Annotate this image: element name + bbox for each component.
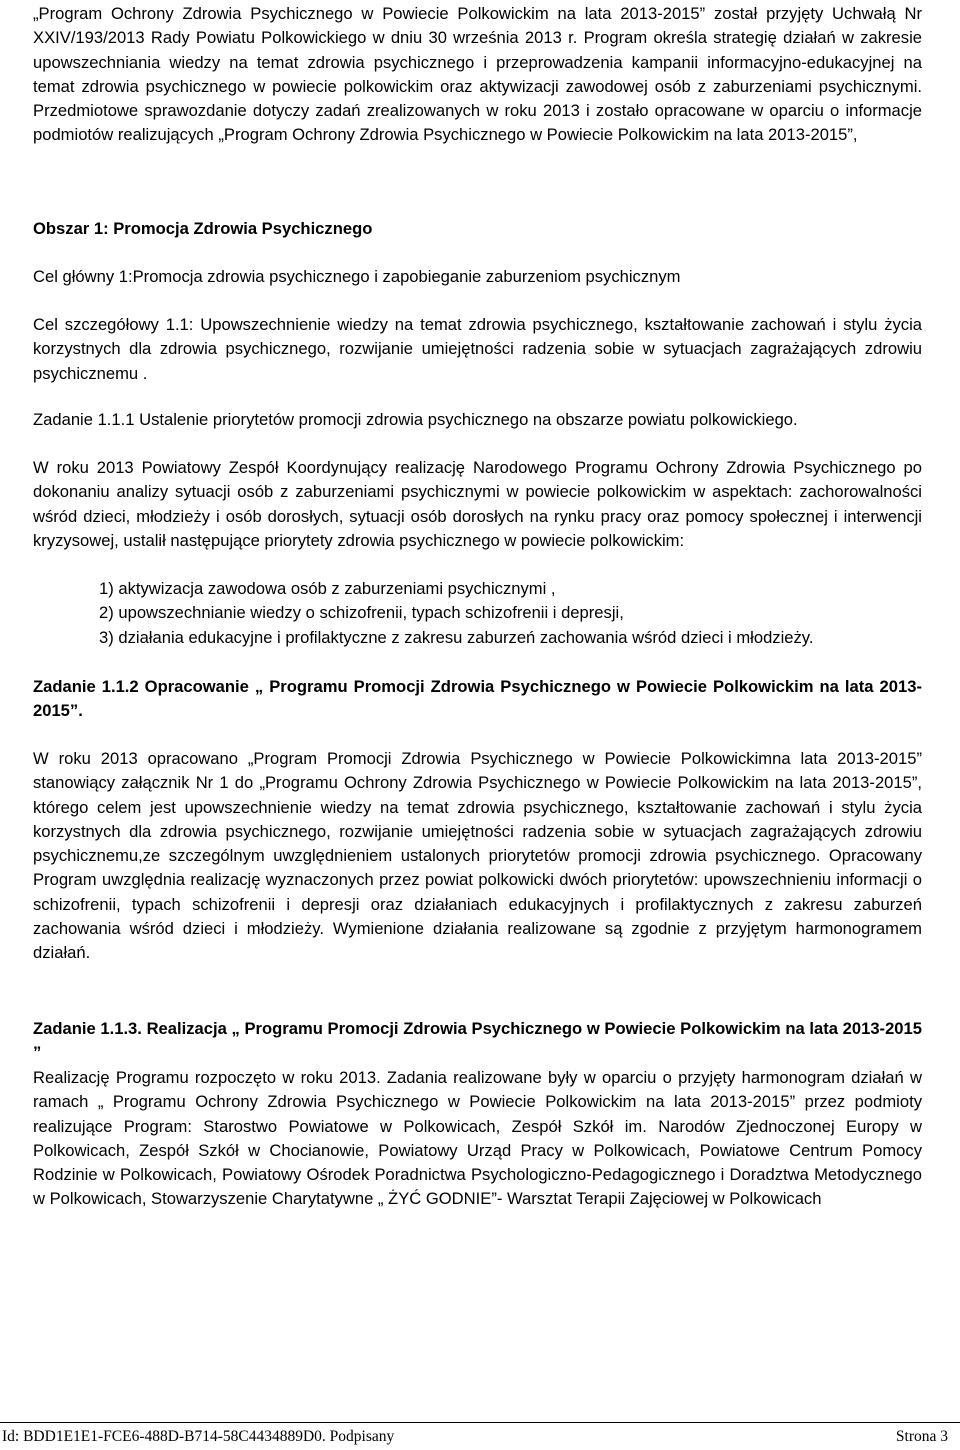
list-item: 2) upowszechnianie wiedzy o schizofrenii, typach schizofrenii i depresji, (99, 603, 624, 623)
list-item: 1) aktywizacja zawodowa osób z zaburzeniami psychicznymi , (99, 579, 556, 598)
document-id: Id: BDD1E1E1-FCE6-488D-B714-58C4434889D0. Podpisany (2, 1428, 395, 1445)
main-goal: Cel główny 1:Promocja zdrowia psychicznego i zapobieganie zaburzeniom psychicznym (33, 267, 681, 286)
priorities-list (33, 577, 922, 650)
intro-paragraph: „Program Ochrony Zdrowia Psychicznego w Powiecie Polkowickim na lata 2013-2015” został przyjęty Uchwałą Nr XXIV/193/2013 Rady Powiatu Polkowickiego w dniu 30 września 2013 r. Program określa strategię działań w zakresie upowszechniania wiedzy na temat zdrowia psychicznego i przeprowadzenia kampanii informacyjno-edukacyjnej na temat zdrowia psychicznego w powiecie polkowickim oraz aktywizacji zawodowej osób z zaburzeniami psychicznymi. Przedmiotowe sprawozdanie dotyczy zadań zrealizowanych w roku 2013 i zostało opracowane w oparciu o informacje podmiotów realizujących „Program Ochrony Zdrowia Psychicznego w Powiecie Polkowickim na lata 2013-2015”, (33, 4, 922, 145)
task-1-1-3-body: Realizację Programu rozpoczęto w roku 2013. Zadania realizowane były w oparciu o przyjęty harmonogram działań w ramach „ Programu Ochrony Zdrowia Psychicznego w Powiecie Polkowickim na lata 2013-2015” przez podmioty realizujące Program: Starostwo Powiatowe w Polkowicach, Zespół Szkół im. Narodów Zjednoczonej Europy w Polkowicach, Zespół Szkół w Chocianowie, Powiatowy Urząd Pracy w Polkowicach, Powiatowe Centrum Pomocy Rodzinie w Polkowicach, Powiatowy Ośrodek Poradnictwa Psychologiczno-Pedagogicznego i Doradztwa Metodycznego w Polkowicach, Stowarzyszenie Charytatywne „ ŻYĆ GODNIE”- Warsztat Terapii Zajęciowej w Polkowicach (33, 1068, 922, 1209)
task-1-1-2-body: W roku 2013 opracowano „Program Promocji Zdrowia Psychicznego w Powiecie Polkowickimna lata 2013-2015” stanowiący załącznik Nr 1 do „Programu Ochrony Zdrowia Psychicznego w Powiecie Polkowickim na lata 2013-2015”, którego celem jest upowszechnienie wiedzy na temat zdrowia psychicznego, kształtowanie zachowań i stylu życia korzystnych dla zdrowia psychicznego, rozwijanie umiejętności radzenia sobie w sytuacjach zagrażających zdrowiu psychicznemu,ze szczególnym uwzględnieniem ustalonych priorytetów promocji zdrowia psychicznego. Opracowany Program uwzględnia realizację wyznaczonych przez powiat polkowicki dwóch priorytetów: upowszechnieniu informacji o schizofrenii, typach schizofrenii i depresji oraz działaniach edukacyjnych i profilaktycznych z zakresu zaburzeń zachowania wśród dzieci i młodzieży. Wymienione działania realizowane są zgodnie z przyjętym harmonogramem działań. (33, 749, 922, 963)
list-item: 3) działania edukacyjne i profilaktyczne z zakresu zaburzeń zachowania wśród dzieci i młodzieży. (99, 627, 814, 647)
task-1-1-3-heading: Zadanie 1.1.3. Realizacja „ Programu Promocji Zdrowia Psychicznego w Powiecie Polkowickim na lata 2013-2015 ” (33, 1019, 922, 1063)
specific-goal: Cel szczegółowy 1.1: Upowszechnienie wiedzy na temat zdrowia psychicznego, kształtowanie zachowań i stylu życia korzystnych dla zdrowia psychicznego, rozwijanie umiejętności radzenia sobie w sytuacjach zagrażających zdrowiu psychicznemu . (33, 315, 922, 383)
task-1-1-1-heading: Zadanie 1.1.1 Ustalenie priorytetów promocji zdrowia psychicznego na obszarze powiatu polkowickiego. (33, 410, 798, 429)
area-heading: Obszar 1: Promocja Zdrowia Psychicznego (33, 219, 373, 238)
task-1-1-1-body: W roku 2013 Powiatowy Zespół Koordynujący realizację Narodowego Programu Ochrony Zdrowia Psychicznego po dokonaniu analizy sytuacji osób z zaburzeniami psychicznymi w powiecie polkowickim w aspektach: zachorowalności wśród dzieci, młodzieży i osób dorosłych, sytuacji osób dorosłych na rynku pracy oraz pomocy społecznej i interwencji kryzysowej, ustalił następujące priorytety zdrowia psychicznego w powiecie polkowickim: (33, 458, 922, 550)
page-number: Strona 3 (895, 1428, 948, 1445)
page-footer (0, 1422, 960, 1450)
task-1-1-2-heading: Zadanie 1.1.2 Opracowanie „ Programu Promocji Zdrowia Psychicznego w Powiecie Polkowickim na lata 2013-2015”. (33, 677, 922, 721)
